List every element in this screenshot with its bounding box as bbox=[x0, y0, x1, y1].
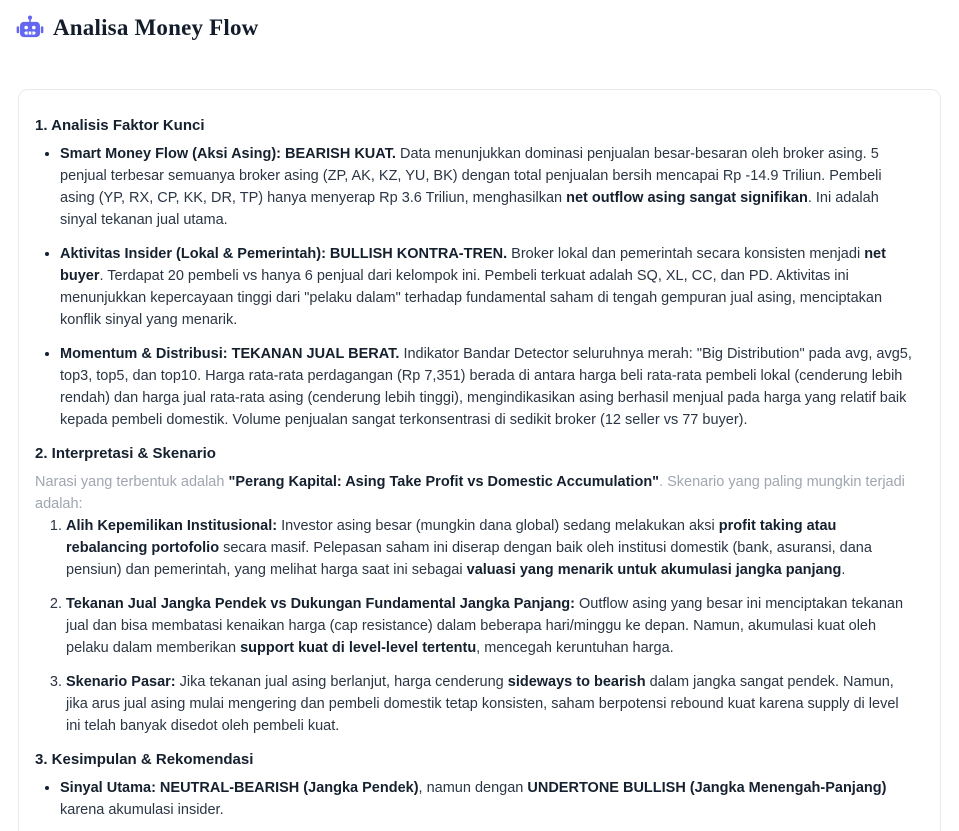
ordered-list bbox=[35, 515, 916, 737]
body-text: Indikator Bandar Detector seluruhnya merah: "Big Distribution" pada avg, avg5, top3, top5, dan top10. Harga rata-rata perdagangan (Rp 7,351) berada di antara harga beli rata-rata pembeli lokal (cenderung lebih rendah) dan harga jual rata-rata asing (cenderung lebih tinggi), mengindikasikan asing berhasil menjual pada harga yang relatif baik kepada pembeli domestik. Volume penjualan sangat terkonsentrasi di sedikit broker (12 seller vs 77 buyer). bbox=[60, 346, 912, 428]
emphasis-text: valuasi yang menarik untuk akumulasi jangka panjang bbox=[466, 562, 842, 578]
body-text: karena akumulasi insider. bbox=[60, 802, 224, 818]
body-text: Investor asing besar (mungkin dana global) sedang melakukan aksi bbox=[277, 518, 719, 534]
emphasis-text: "Perang Kapital: Asing Take Profit vs Domestic Accumulation" bbox=[228, 474, 660, 490]
list-item bbox=[66, 515, 916, 581]
section-heading: 3. Kesimpulan & Rekomendasi bbox=[35, 751, 254, 768]
muted-text: Narasi yang terbentuk adalah bbox=[35, 474, 229, 490]
list-item bbox=[60, 343, 916, 431]
body-text: . Ini adalah sinyal tekanan jual utama. bbox=[60, 190, 879, 228]
analysis-card bbox=[18, 89, 941, 831]
emphasis-text: Alih Kepemilikan Institusional: bbox=[66, 518, 278, 534]
body-text: , mencegah keruntuhan harga. bbox=[476, 640, 674, 656]
body-text: . Terdapat 20 pembeli vs hanya 6 penjual dari kelompok ini. Pembeli terkuat adalah SQ, XL, CC, dan PD. Aktivitas ini menunjukkan kepercayaan tinggi dari "pelaku dalam" terhadap fundamental saham di tengah gempuran jual asing, menciptakan konflik sinyal yang menarik. bbox=[60, 268, 883, 328]
body-text: Outflow asing yang besar ini menciptakan tekanan jual dan bisa membatasi kenaikan harga (cap resistance) dalam beberapa hari/minggu ke depan. Namun, akumulasi kuat oleh pelaku dalam memberikan bbox=[66, 596, 904, 656]
bullet-list bbox=[35, 777, 916, 821]
section-heading: 1. Analisis Faktor Kunci bbox=[35, 117, 205, 134]
emphasis-text: net buyer bbox=[60, 246, 886, 284]
emphasis-text: Tekanan Jual Jangka Pendek vs Dukungan Fundamental Jangka Panjang: bbox=[66, 596, 575, 612]
muted-text: . Skenario yang paling mungkin terjadi adalah: bbox=[35, 474, 905, 512]
section-heading: 2. Interpretasi & Skenario bbox=[35, 445, 216, 462]
emphasis-text: sideways to bearish bbox=[507, 674, 646, 690]
robot-icon bbox=[16, 15, 44, 41]
emphasis-text: profit taking atau rebalancing portofolio bbox=[66, 518, 837, 556]
emphasis-text: Sinyal Utama: NEUTRAL-BEARISH (Jangka Pendek) bbox=[60, 780, 419, 796]
page-title: Analisa Money Flow bbox=[53, 15, 259, 40]
body-text: Data menunjukkan dominasi penjualan besar-besaran oleh broker asing. 5 penjual terbesar semuanya broker asing (ZP, AK, KZ, YU, BK) dengan total penjualan bersih mencapai Rp -14.9 Triliun. Pembeli asing (YP, RX, CP, KK, DR, TP) hanya menyerap Rp 3.6 Triliun, menghasilkan bbox=[60, 146, 882, 206]
body-text: Jika tekanan jual asing berlanjut, harga cenderung bbox=[175, 674, 508, 690]
bullet-list bbox=[35, 143, 916, 431]
emphasis-text: net outflow asing sangat signifikan bbox=[566, 190, 808, 206]
emphasis-text: UNDERTONE BULLISH (Jangka Menengah-Panjang) bbox=[527, 780, 887, 796]
body-text: secara masif. Pelepasan saham ini diserap dengan baik oleh institusi domestik (bank, asuransi, dana pensiun) dan pemerintah, yang melihat harga saat ini sebagai bbox=[66, 540, 872, 578]
emphasis-text: Momentum & Distribusi: TEKANAN JUAL BERAT. bbox=[60, 346, 400, 362]
emphasis-text: Aktivitas Insider (Lokal & Pemerintah): BULLISH KONTRA-TREN. bbox=[60, 246, 508, 262]
emphasis-text: support kuat di level-level tertentu bbox=[240, 640, 477, 656]
page-header bbox=[0, 0, 959, 41]
list-item bbox=[60, 243, 916, 331]
body-text: dalam jangka sangat pendek. Namun, jika arus jual asing mulai mengering dan pembeli domestik tetap konsisten, saham berpotensi rebound kuat karena supply di level ini telah banyak disedot oleh pembeli kuat. bbox=[66, 674, 899, 734]
emphasis-text: Skenario Pasar: bbox=[66, 674, 176, 690]
list-item bbox=[60, 777, 916, 821]
body-text: Broker lokal dan pemerintah secara konsisten menjadi bbox=[507, 246, 865, 262]
body-text: . bbox=[841, 562, 846, 578]
emphasis-text: Smart Money Flow (Aksi Asing): BEARISH KUAT. bbox=[60, 146, 396, 162]
list-item bbox=[60, 143, 916, 231]
list-item bbox=[66, 671, 916, 737]
section-intro bbox=[35, 471, 916, 515]
body-text: , namun dengan bbox=[418, 780, 528, 796]
list-item bbox=[66, 593, 916, 659]
